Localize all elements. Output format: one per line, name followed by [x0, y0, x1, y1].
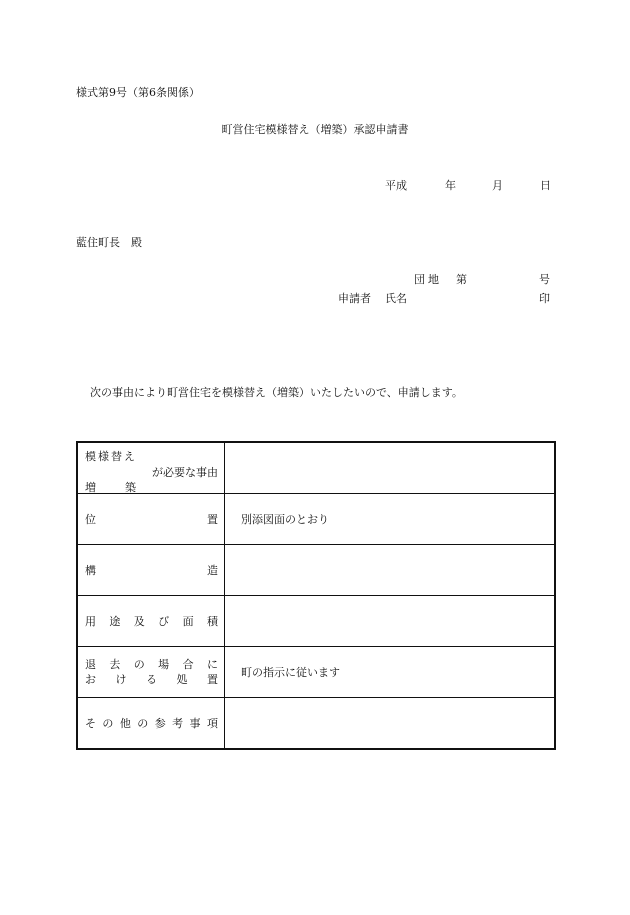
usage-area-label-cell: [77, 596, 225, 647]
addressee: 藍住町長 殿: [76, 236, 142, 249]
applicant-label: 申請者: [338, 292, 371, 305]
table-row-structure: [77, 545, 555, 596]
danchi-label: 団地: [414, 273, 442, 286]
application-form-table: [76, 441, 556, 750]
table-row-location: [77, 494, 555, 545]
table-row-moveout-measure: [77, 647, 555, 698]
date-day-label: 日: [540, 179, 551, 192]
table-row-other-notes: [77, 698, 555, 750]
applicant-seal-mark: 印: [539, 292, 550, 305]
moveout-measure-label-cell: [77, 647, 225, 698]
table-row-reason: [77, 442, 555, 494]
moveout-measure-label-line2: お け る 処 置: [85, 673, 218, 686]
date-year-label: 年: [445, 179, 456, 192]
location-label-cell: [77, 494, 225, 545]
other-notes-label-cell: [77, 698, 225, 750]
moveout-measure-value-cell[interactable]: 町の指示に従います: [225, 647, 556, 698]
structure-label: 構 造: [85, 564, 218, 577]
reason-value-cell[interactable]: [225, 442, 556, 494]
date-month-label: 月: [492, 179, 503, 192]
application-statement: 次の事由により町営住宅を模様替え（増築）いたしたいので、申請します。: [90, 386, 463, 399]
moveout-measure-label-line1: 退 去 の 場 合 に: [85, 658, 218, 671]
reason-label-top: 模様替え: [85, 450, 137, 463]
table-row-usage-area: [77, 596, 555, 647]
other-notes-label: そ の 他 の 参 考 事 項: [85, 717, 218, 730]
form-number: 様式第9号（第6条関係）: [76, 86, 200, 99]
location-label: 位 置: [85, 513, 218, 526]
usage-area-label: 用 途 及 び 面 積: [85, 615, 218, 628]
danchi-number-prefix: 第: [456, 273, 467, 286]
reason-label-cell: [77, 442, 225, 494]
document-title: 町営住宅模様替え（増築）承認申請書: [221, 123, 409, 136]
reason-label-bottom: 増 築: [85, 481, 136, 494]
other-notes-value-cell[interactable]: [225, 698, 556, 750]
applicant-name-label: 氏名: [385, 292, 407, 305]
danchi-number-suffix: 号: [539, 273, 550, 286]
usage-area-value-cell[interactable]: [225, 596, 556, 647]
date-era: 平成: [385, 179, 407, 192]
structure-label-cell: [77, 545, 225, 596]
structure-value-cell[interactable]: [225, 545, 556, 596]
location-value-cell[interactable]: 別添図面のとおり: [225, 494, 556, 545]
reason-label-middle: が必要な事由: [152, 466, 218, 479]
